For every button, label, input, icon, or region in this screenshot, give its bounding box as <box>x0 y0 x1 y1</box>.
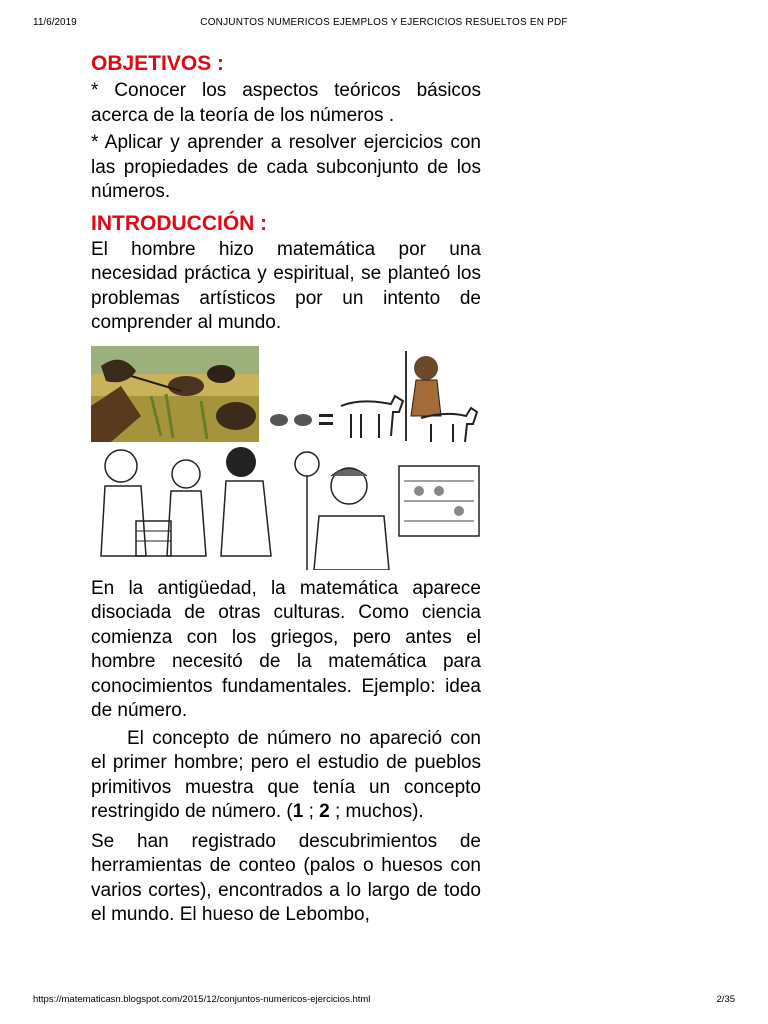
number-one: 1 <box>292 801 304 822</box>
paragraph-3-text: El concepto de número no apareció con el primer hombre; pero el estudio de pueblos primitivos muestra que tenía un concepto restringido de número. ( <box>91 727 481 822</box>
page-header <box>0 17 768 31</box>
introduccion-heading: INTRODUCCIÓN : <box>91 211 268 235</box>
objetivos-heading: OBJETIVOS : <box>91 52 225 75</box>
page-number: 2/35 <box>716 994 735 1005</box>
page-content <box>91 50 481 928</box>
intro-paragraph-2: En la antigüedad, la matemática aparece disociada de otras culturas. Como ciencia comienza con los griegos, pero antes el hombre necesitó de la matemática para conocimientos fundamentales. Ejemplo: idea de número. <box>91 577 481 721</box>
document-title: CONJUNTOS NUMERICOS EJEMPLOS Y EJERCICIOS RESUELTOS EN PDF <box>200 17 568 28</box>
hunting-scene-illustration <box>91 346 259 442</box>
print-date: 11/6/2019 <box>33 17 77 28</box>
shopkeeper-scale-illustration <box>289 446 481 570</box>
intro-paragraph-3 <box>91 727 481 825</box>
separator-1: ; <box>303 801 320 822</box>
children-counting-illustration <box>91 446 281 570</box>
objetivo-item-2: * Aplicar y aprender a resolver ejercicios con las propiedades de cada subconjunto de los números. <box>91 132 481 202</box>
objetivo-item-1: * Conocer los aspectos teóricos básicos acerca de la teoría de los números . <box>91 80 481 126</box>
intro-paragraph-4: Se han registrado descubrimientos de herramientas de conteo (palos o huesos con varios cortes), encontrados a lo largo de todo el mundo. El hueso de Lebombo, <box>91 830 481 925</box>
source-url: https://matematicasn.blogspot.com/2015/12/conjuntos-numericos-ejercicios.html <box>33 994 371 1005</box>
separator-2: ; <box>329 801 341 822</box>
illustrations <box>91 346 481 570</box>
intro-paragraph-1: El hombre hizo matemática por una necesidad práctica y espiritual, se planteó los problemas artísticos por un intento de comprender al mundo. <box>91 238 481 333</box>
number-two: 2 <box>319 801 330 822</box>
stones-equals-goats-illustration <box>261 346 483 446</box>
paragraph-3-end: muchos). <box>340 801 424 822</box>
